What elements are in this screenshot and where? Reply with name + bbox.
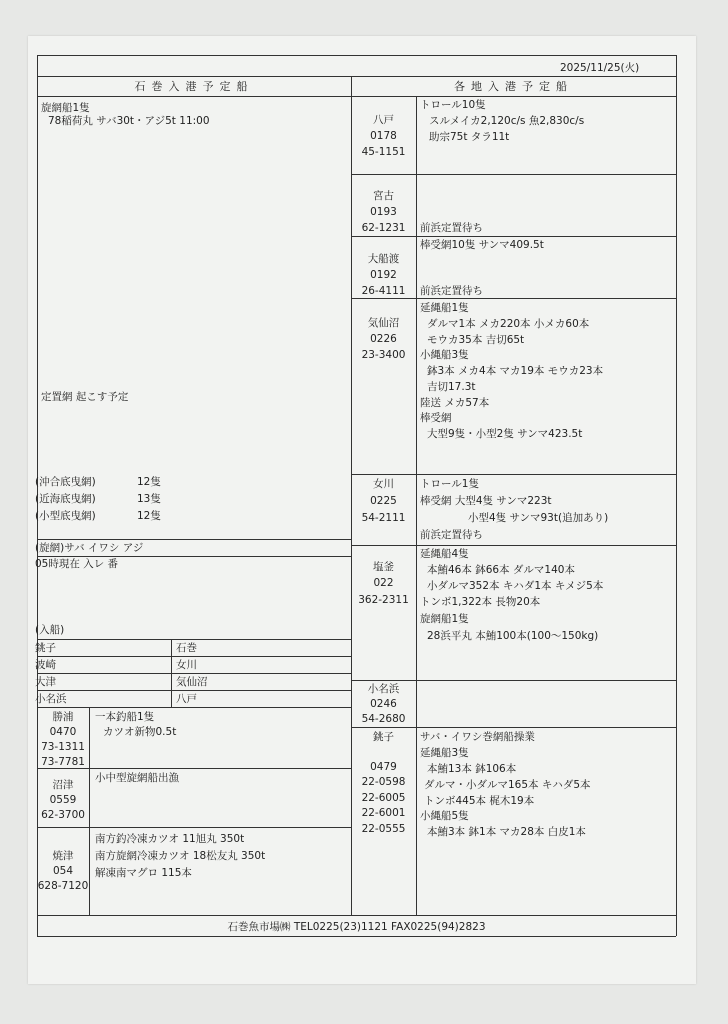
rule-shiogama (351, 545, 676, 546)
rule-kesennuma (351, 298, 676, 299)
choshi-tel-3: 22-6001 (361, 807, 406, 819)
rule-bottom (37, 936, 676, 937)
onagawa-line-3: 小型4隻 サンマ93t(追加あり) (468, 512, 609, 524)
entry-ishinomaki: 石巻 (176, 642, 197, 654)
onahama-tel: 54-2680 (361, 713, 406, 725)
onagawa-tel: 54-2111 (361, 512, 406, 524)
choshi-name: 銚子 (373, 731, 394, 743)
choshi-line-7: 本鮪3本 鉢1本 マカ28本 白皮1本 (427, 826, 586, 838)
katsuura-tel-1: 73-1311 (41, 741, 85, 753)
rule-date (37, 76, 676, 77)
ishinomaki-purse-count: 旋網船1隻 (41, 102, 90, 114)
rule-yaizu (37, 827, 351, 828)
rule-onagawa (351, 474, 676, 475)
rule-header (37, 96, 676, 97)
ofunato-tel-area: 0192 (370, 269, 397, 281)
yaizu-tel-area: 054 (52, 865, 74, 877)
rule-right-port-col (416, 96, 417, 915)
hachinohe-line-3: 助宗75t タラ11t (429, 131, 510, 143)
katsuura-tel-area: 0470 (49, 726, 77, 738)
kesennuma-line-4: 小縄船3隻 (420, 349, 469, 361)
shiogama-tel: 362-2311 (358, 594, 409, 606)
report-date: 2025/11/25(火) (560, 62, 640, 74)
rule-footer-top (37, 915, 676, 916)
rule-onahama (351, 680, 676, 681)
hachinohe-line-1: トロール10隻 (420, 99, 486, 111)
choshi-line-3: 本鮪13本 鉢106本 (427, 763, 517, 775)
kesennuma-tel-area: 0226 (370, 333, 397, 345)
shiogama-line-4: トンボ1,322本 長物20本 (420, 596, 541, 608)
hachinohe-line-2: スルメイカ2,120c/s 魚2,830c/s (429, 115, 585, 127)
choshi-line-6: 小縄船5隻 (420, 810, 469, 822)
miyako-tel: 62-1231 (361, 222, 406, 234)
onahama-name: 小名浜 (367, 683, 400, 695)
trawl-small-name: (小型底曳網) (35, 510, 96, 522)
choshi-tel-area: 0479 (370, 761, 397, 773)
shiogama-name: 塩釜 (373, 561, 394, 573)
entry-onahama: 小名浜 (35, 693, 67, 705)
rule-entry-2 (37, 673, 351, 674)
kesennuma-line-1: 延縄船1隻 (420, 302, 469, 314)
choshi-tel-4: 22-0555 (361, 823, 406, 835)
hachinohe-tel: 45-1151 (361, 146, 406, 158)
shiogama-line-5: 旋網船1隻 (420, 613, 469, 625)
choshi-line-2: 延縄船3隻 (420, 747, 469, 759)
shiogama-line-3: 小ダルマ352本 キハダ1本 キメジ5本 (427, 580, 604, 592)
rule-top (37, 55, 676, 56)
yaizu-tel: 628-7120 (37, 880, 89, 892)
entry-hasaki: 波崎 (35, 659, 56, 671)
miyako-tel-area: 0193 (370, 206, 397, 218)
kesennuma-line-5: 鉢3本 メカ4本 マカ19本 モウカ23本 (427, 365, 604, 377)
rule-entry-3 (37, 690, 351, 691)
ofunato-line-2: 前浜定置待ち (420, 285, 483, 297)
purse-species-title: (旋網)サバ イワシ アジ (35, 542, 144, 554)
miyako-name: 宮古 (373, 190, 394, 202)
choshi-tel-1: 22-0598 (361, 776, 406, 788)
trawl-small-count: 12隻 (137, 510, 161, 522)
kesennuma-line-7: 陸送 メカ57本 (420, 397, 490, 409)
entry-kesennuma: 気仙沼 (176, 676, 208, 688)
header-ishinomaki: 石巻入港予定船 (134, 80, 254, 93)
kesennuma-line-9: 大型9隻・小型2隻 サンマ423.5t (427, 428, 583, 440)
footer-contact: 石巻魚市場㈱ TEL0225(23)1121 FAX0225(94)2823 (227, 921, 486, 933)
onagawa-name: 女川 (373, 478, 394, 490)
ofunato-tel: 26-4111 (361, 285, 406, 297)
onagawa-line-1: トロール1隻 (420, 478, 479, 490)
rule-port-col (89, 707, 90, 915)
hachinohe-name: 八戸 (373, 114, 394, 126)
ofunato-line-1: 棒受網10隻 サンマ409.5t (420, 239, 544, 251)
yaizu-line-2: 南方旋網冷凍カツオ 18松友丸 350t (95, 850, 266, 862)
ishinomaki-purse-detail: 78稲荷丸 サバ30t・アジ5t 11:00 (48, 115, 210, 127)
miyako-line-1: 前浜定置待ち (420, 222, 483, 234)
kesennuma-line-3: モウカ35本 吉切65t (427, 334, 525, 346)
rule-entry (37, 639, 351, 640)
entry-otsu: 大津 (35, 676, 56, 688)
rule-choshi (351, 727, 676, 728)
choshi-tel-2: 22-6005 (361, 792, 406, 804)
rule-purse (37, 539, 351, 540)
trawl-nearshore-count: 13隻 (137, 493, 161, 505)
hachinohe-tel-area: 0178 (370, 130, 397, 142)
kesennuma-name: 気仙沼 (367, 317, 400, 329)
header-other-ports: 各地入港予定船 (454, 80, 573, 93)
rule-entry-mid (171, 639, 172, 707)
shiogama-line-2: 本鮪46本 鉢66本 ダルマ140本 (427, 564, 575, 576)
entry-onagawa: 女川 (176, 659, 197, 671)
numazu-name: 沼津 (52, 779, 74, 791)
kesennuma-line-6: 吉切17.3t (427, 381, 476, 393)
yaizu-line-1: 南方釣冷凍カツオ 11旭丸 350t (95, 833, 245, 845)
katsuura-line-1: 一本釣船1隻 (95, 711, 155, 723)
onagawa-line-4: 前浜定置待ち (420, 529, 483, 541)
purse-status: 05時現在 入レ 番 (35, 558, 119, 570)
rule-ofunato (351, 236, 676, 237)
entry-title: (入船) (35, 624, 65, 636)
onagawa-line-2: 棒受網 大型4隻 サンマ223t (420, 495, 552, 507)
entry-hachinohe: 八戸 (176, 693, 197, 705)
numazu-tel-area: 0559 (49, 794, 77, 806)
ofunato-name: 大船渡 (367, 253, 400, 265)
trawl-nearshore-name: (近海底曳網) (35, 493, 96, 505)
ishinomaki-fixed-net: 定置網 起こす予定 (41, 391, 129, 403)
trawl-offshore-count: 12隻 (137, 476, 161, 488)
rule-right (676, 55, 677, 936)
shiogama-line-1: 延縄船4隻 (420, 548, 469, 560)
onahama-tel-area: 0246 (370, 698, 397, 710)
numazu-tel: 62-3700 (41, 809, 85, 821)
kesennuma-tel: 23-3400 (361, 349, 406, 361)
numazu-line-1: 小中型旋網船出漁 (95, 772, 179, 784)
trawl-offshore-name: (沖合底曳網) (35, 476, 96, 488)
shiogama-line-6: 28浜平丸 本鮪100本(100～150kg) (427, 630, 599, 642)
katsuura-line-2: カツオ新物0.5t (103, 726, 177, 738)
kesennuma-line-2: ダルマ1本 メカ220本 小メカ60本 (427, 318, 590, 330)
choshi-line-1: サバ・イワシ巻網船操業 (420, 731, 535, 743)
choshi-line-4: ダルマ・小ダルマ165本 キハダ5本 (424, 779, 591, 791)
katsuura-tel-2: 73-7781 (41, 756, 85, 768)
katsuura-name: 勝浦 (52, 711, 74, 723)
rule-entry-4 (37, 707, 351, 708)
yaizu-line-3: 解凍南マグロ 115本 (95, 867, 192, 879)
onagawa-tel-area: 0225 (370, 495, 397, 507)
kesennuma-line-8: 棒受網 (420, 412, 452, 424)
choshi-line-5: トンボ445本 梶木19本 (424, 795, 535, 807)
shiogama-tel-area: 022 (373, 577, 394, 589)
yaizu-name: 焼津 (52, 850, 74, 862)
rule-miyako (351, 174, 676, 175)
rule-entry-1 (37, 656, 351, 657)
entry-choshi: 銚子 (35, 642, 56, 654)
